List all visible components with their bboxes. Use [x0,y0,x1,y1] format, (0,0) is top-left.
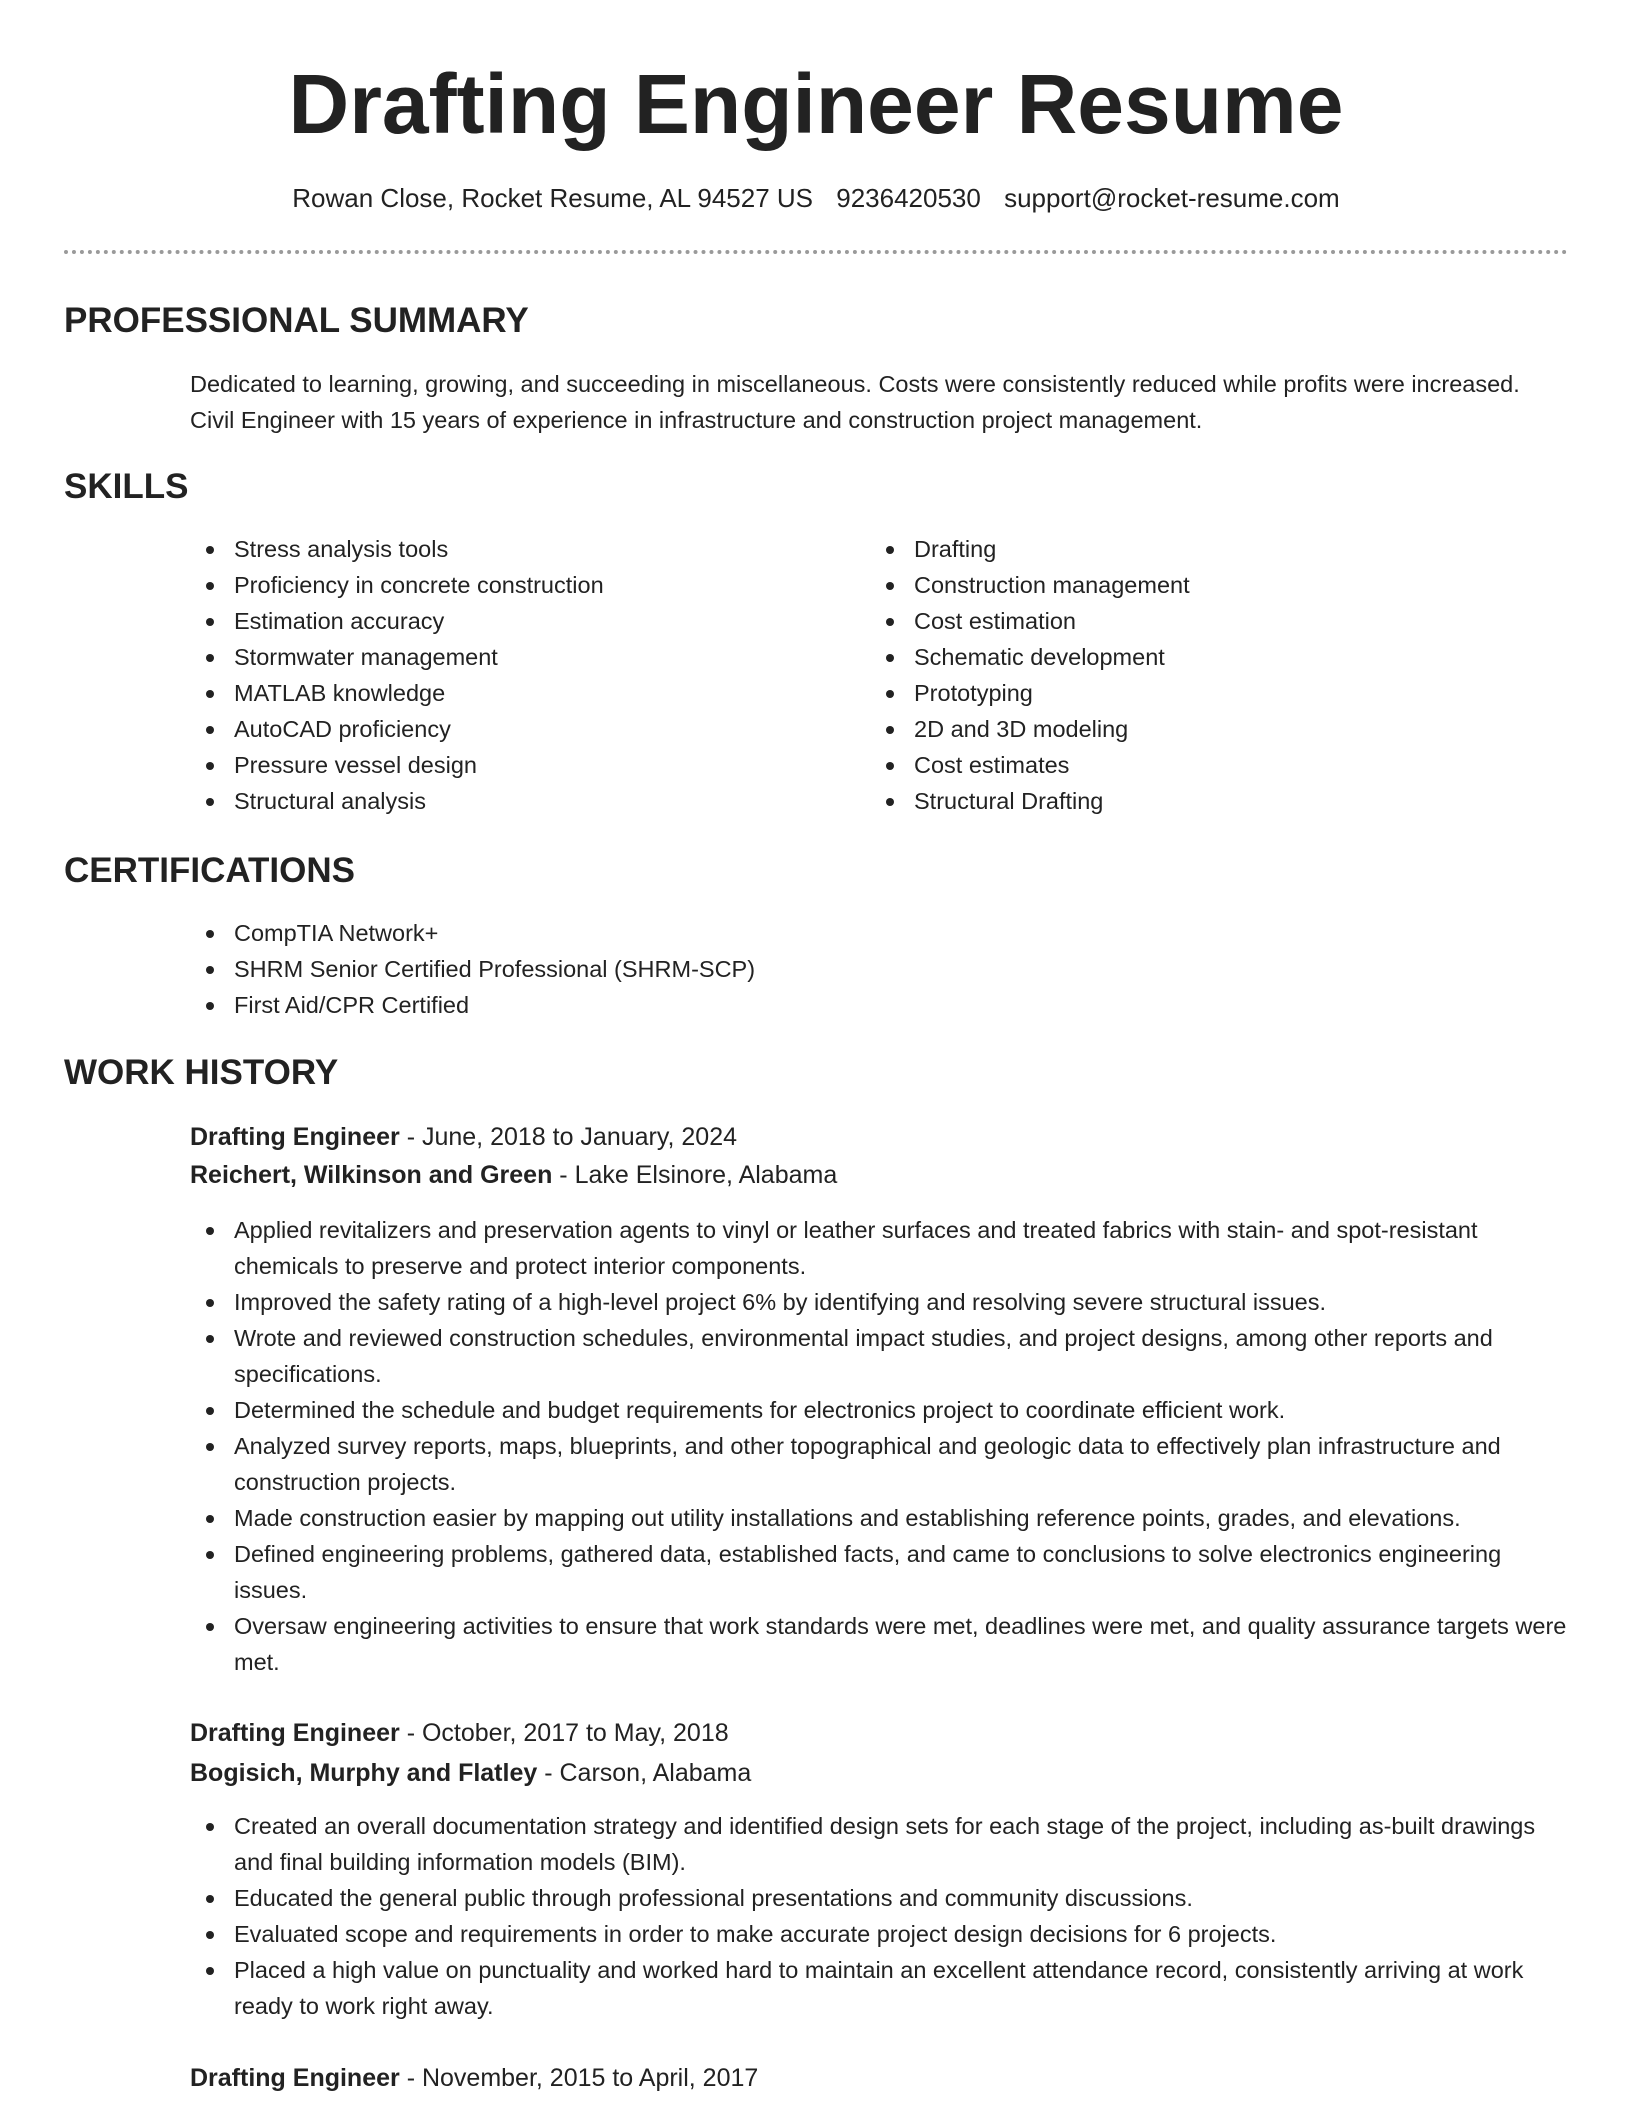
contact-line [0,178,1632,218]
job-duty: Analyzed survey reports, maps, blueprints, and other topographical and geologic data to effectively plan infrastructure and construction projects. [190,1428,1570,1500]
job-duty: Applied revitalizers and preservation agents to vinyl or leather surfaces and treated fabrics with stain- and spot-resistant chemicals to preserve and protect interior components. [190,1212,1570,1284]
contact-email: support@rocket-resume.com [1004,183,1340,213]
resume-title: Drafting Engineer Resume [288,57,1344,151]
job-title: Drafting Engineer [190,2064,400,2092]
bullet-icon [206,798,214,806]
skill-item: Structural Drafting [870,783,1530,819]
bullet-icon [206,1227,214,1235]
bullet-icon [206,1895,214,1903]
skill-item: AutoCAD proficiency [190,711,850,747]
skill-item: Pressure vessel design [190,747,850,783]
bullet-icon [206,618,214,626]
skill-item: Stress analysis tools [190,531,850,567]
certifications-list [190,915,1570,1023]
summary-heading: PROFESSIONAL SUMMARY [64,301,529,340]
skill-item: Estimation accuracy [190,603,850,639]
contact-address: Rowan Close, Rocket Resume, AL 94527 US [292,183,814,213]
bullet-icon [886,654,894,662]
bullet-icon [206,930,214,938]
job-duty: Evaluated scope and requirements in order to make accurate project design decisions for 6 projects. [190,1916,1570,1952]
job-title-line [190,2059,758,2097]
skill-item: Cost estimation [870,603,1530,639]
skill-item: Construction management [870,567,1530,603]
job-dates: - June, 2018 to January, 2024 [399,1123,738,1151]
job-company-line [190,1754,751,1792]
bullet-icon [886,546,894,554]
bullet-icon [206,762,214,770]
skill-item: Cost estimates [870,747,1530,783]
bullet-icon [206,1002,214,1010]
job-dates: - November, 2015 to April, 2017 [399,2064,759,2092]
skill-item: 2D and 3D modeling [870,711,1530,747]
skills-list-left [190,531,850,819]
contact-phone: 9236420530 [836,183,981,213]
job-title: Drafting Engineer [190,1719,400,1747]
job-duty: Wrote and reviewed construction schedules, environmental impact studies, and project designs, among other reports and specifications. [190,1320,1570,1392]
bullet-icon [886,618,894,626]
job-duty: Placed a high value on punctuality and worked hard to maintain an excellent attendance record, consistently arriving at work ready to work right away. [190,1952,1570,2024]
bullet-icon [206,1623,214,1631]
bullet-icon [206,1551,214,1559]
bullet-icon [206,1931,214,1939]
job-duties-list [190,1212,1570,1680]
job-title: Drafting Engineer [190,1123,400,1151]
skill-item: Drafting [870,531,1530,567]
bullet-icon [206,966,214,974]
job-title-line [190,1118,737,1156]
certification-item: CompTIA Network+ [190,915,1570,951]
job-duty: Oversaw engineering activities to ensure that work standards were met, deadlines were met, and quality assurance targets were met. [190,1608,1570,1680]
header-divider [64,250,1568,254]
summary-text: Dedicated to learning, growing, and succeeding in miscellaneous. Costs were consistently reduced while profits were increased. Civil Engineer with 15 years of experience in infrastructure and construction project management. [190,371,1520,433]
bullet-icon [206,546,214,554]
bullet-icon [206,1443,214,1451]
skill-item: MATLAB knowledge [190,675,850,711]
bullet-icon [206,654,214,662]
job-location: - Carson, Alabama [537,1759,752,1787]
skill-item: Schematic development [870,639,1530,675]
skills-list-right [870,531,1530,819]
bullet-icon [206,1407,214,1415]
bullet-icon [206,690,214,698]
certification-item: First Aid/CPR Certified [190,987,1570,1023]
skill-item: Structural analysis [190,783,850,819]
skill-item: Prototyping [870,675,1530,711]
job-duty: Determined the schedule and budget requirements for electronics project to coordinate efficient work. [190,1392,1570,1428]
skill-item: Proficiency in concrete construction [190,567,850,603]
job-duty: Educated the general public through professional presentations and community discussions. [190,1880,1570,1916]
job-company-line [190,1156,837,1194]
certifications-heading: CERTIFICATIONS [64,851,356,890]
bullet-icon [206,726,214,734]
bullet-icon [886,798,894,806]
job-title-line [190,1714,729,1752]
job-duties-list [190,1808,1570,2024]
bullet-icon [206,1299,214,1307]
job-dates: - October, 2017 to May, 2018 [399,1719,729,1747]
bullet-icon [886,690,894,698]
job-duty: Improved the safety rating of a high-level project 6% by identifying and resolving severe structural issues. [190,1284,1570,1320]
bullet-icon [206,1967,214,1975]
work-history-heading: WORK HISTORY [64,1053,339,1092]
skill-item: Stormwater management [190,639,850,675]
job-duty: Defined engineering problems, gathered data, established facts, and came to conclusions to solve electronics engineering issues. [190,1536,1570,1608]
bullet-icon [206,1515,214,1523]
bullet-icon [206,582,214,590]
job-duty: Created an overall documentation strategy and identified design sets for each stage of the project, including as-built drawings and final building information models (BIM). [190,1808,1570,1880]
job-company: Reichert, Wilkinson and Green [190,1161,553,1189]
bullet-icon [886,762,894,770]
bullet-icon [886,726,894,734]
job-location: - Lake Elsinore, Alabama [552,1161,838,1189]
bullet-icon [206,1823,214,1831]
skills-heading: SKILLS [64,467,189,506]
certification-item: SHRM Senior Certified Professional (SHRM-SCP) [190,951,1570,987]
job-company: Bogisich, Murphy and Flatley [190,1759,538,1787]
bullet-icon [206,1335,214,1343]
bullet-icon [886,582,894,590]
job-duty: Made construction easier by mapping out utility installations and establishing reference points, grades, and elevations. [190,1500,1570,1536]
